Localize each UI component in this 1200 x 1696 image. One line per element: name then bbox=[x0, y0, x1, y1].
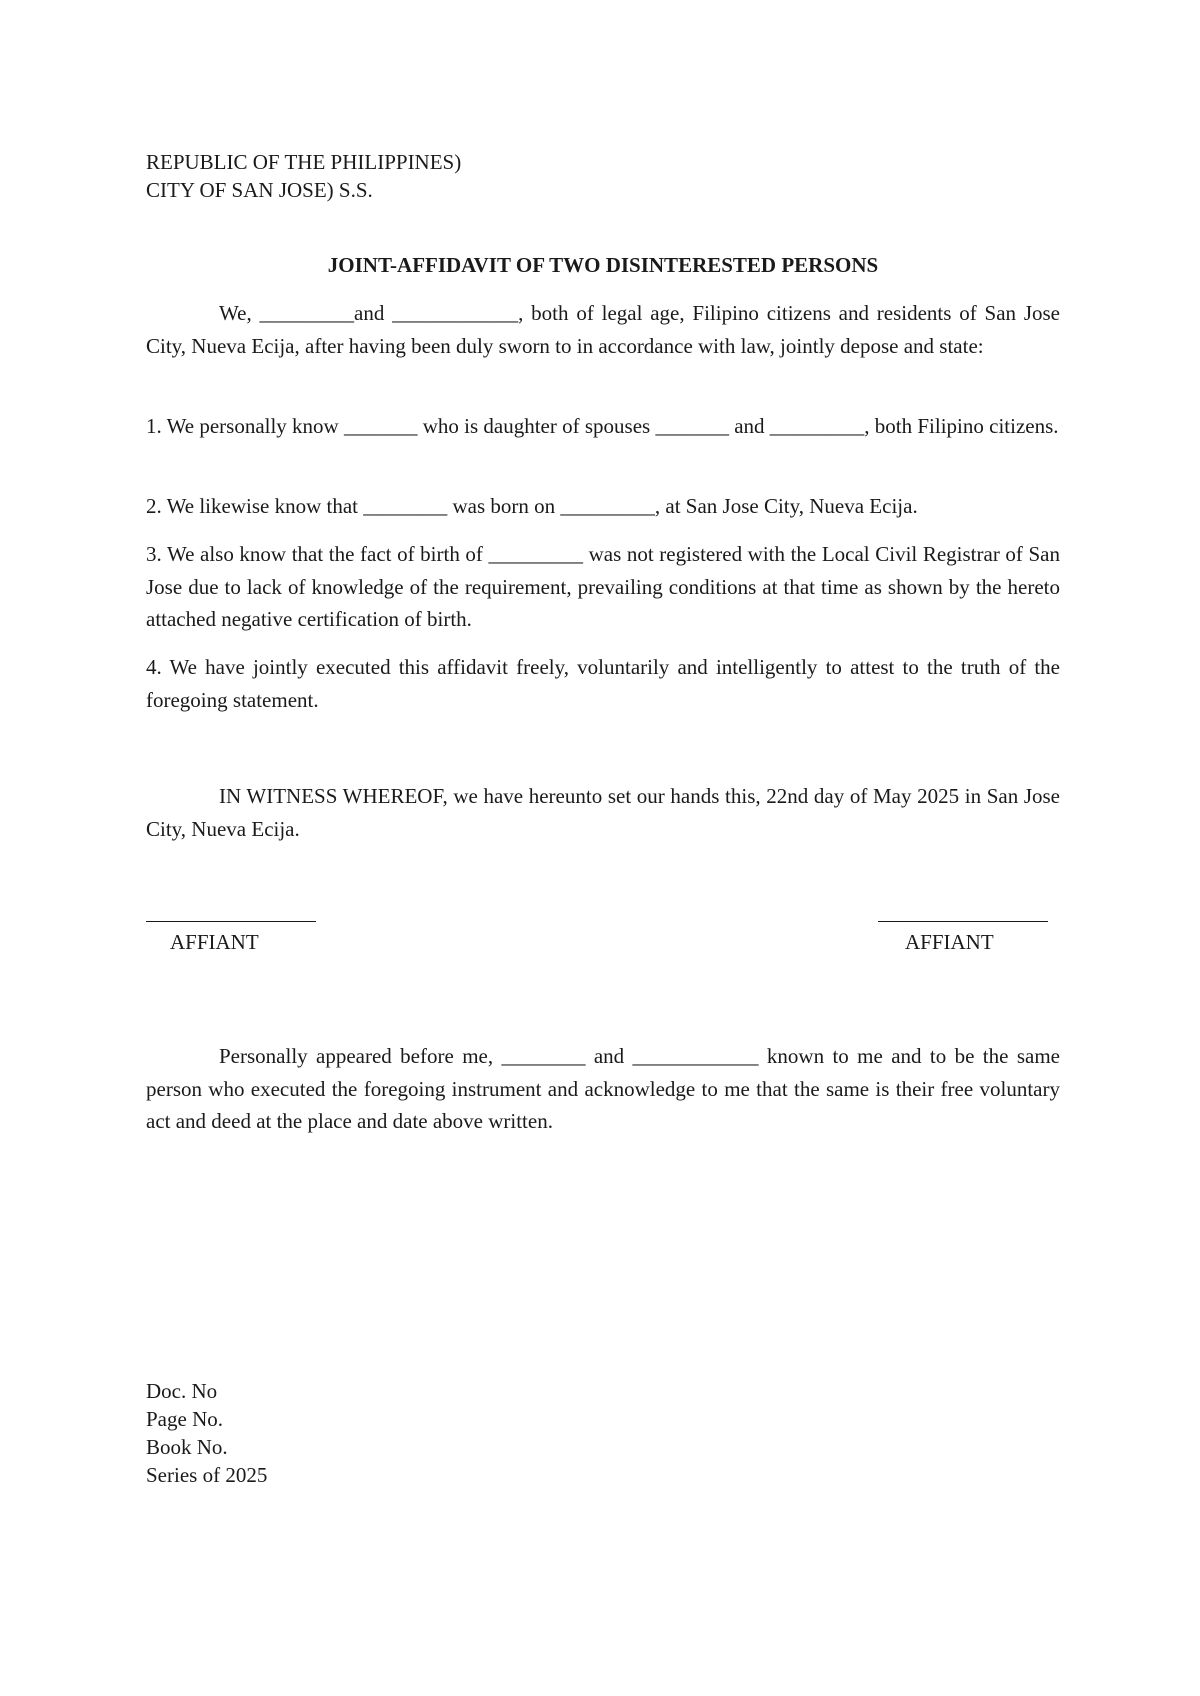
affiant-label-left: AFFIANT bbox=[170, 930, 259, 954]
series-label: Series of 2025 bbox=[146, 1463, 268, 1487]
statement-item-3: 3. We also know that the fact of birth of _________ was not registered with the Local Civil Registrar of San Jose due to lack of knowledge of the requirement, prevailing conditions at that time as shown by the hereto attached negative certification of birth. bbox=[146, 542, 1060, 631]
book-number-label: Book No. bbox=[146, 1435, 228, 1459]
signature-line-right bbox=[878, 921, 1048, 922]
signature-line-left bbox=[146, 921, 316, 922]
venue-city: CITY OF SAN JOSE) S.S. bbox=[146, 178, 373, 202]
doc-number-label: Doc. No bbox=[146, 1379, 218, 1403]
intro-paragraph: We, _________and ____________, both of legal age, Filipino citizens and residents of San Jose City, Nueva Ecija, after having been duly sworn to in accordance with law, jointly depose and state: bbox=[146, 301, 1060, 358]
document-title: JOINT-AFFIDAVIT OF TWO DISINTERESTED PERSONS bbox=[327, 253, 879, 277]
venue-republic: REPUBLIC OF THE PHILIPPINES) bbox=[146, 150, 462, 174]
statement-item-1: 1. We personally know _______ who is daughter of spouses _______ and _________, both Filipino citizens. bbox=[146, 414, 1059, 438]
witness-paragraph: IN WITNESS WHEREOF, we have hereunto set our hands this, 22nd day of May 2025 in San Jose City, Nueva Ecija. bbox=[146, 784, 1060, 841]
statement-item-2: 2. We likewise know that ________ was born on _________, at San Jose City, Nueva Ecija. bbox=[146, 494, 918, 518]
page-number-label: Page No. bbox=[146, 1407, 223, 1431]
venue-block bbox=[146, 148, 461, 204]
notarial-register-block bbox=[146, 1377, 267, 1489]
statement-item-4: 4. We have jointly executed this affidavit freely, voluntarily and intelligently to attest to the truth of the foregoing statement. bbox=[146, 655, 1060, 712]
affiant-label-right: AFFIANT bbox=[905, 930, 994, 954]
acknowledgment-paragraph: Personally appeared before me, ________ and ____________ known to me and to be the same person who executed the foregoing instrument and acknowledge to me that the same is their free voluntary act and deed at the place and date above written. bbox=[146, 1044, 1060, 1133]
